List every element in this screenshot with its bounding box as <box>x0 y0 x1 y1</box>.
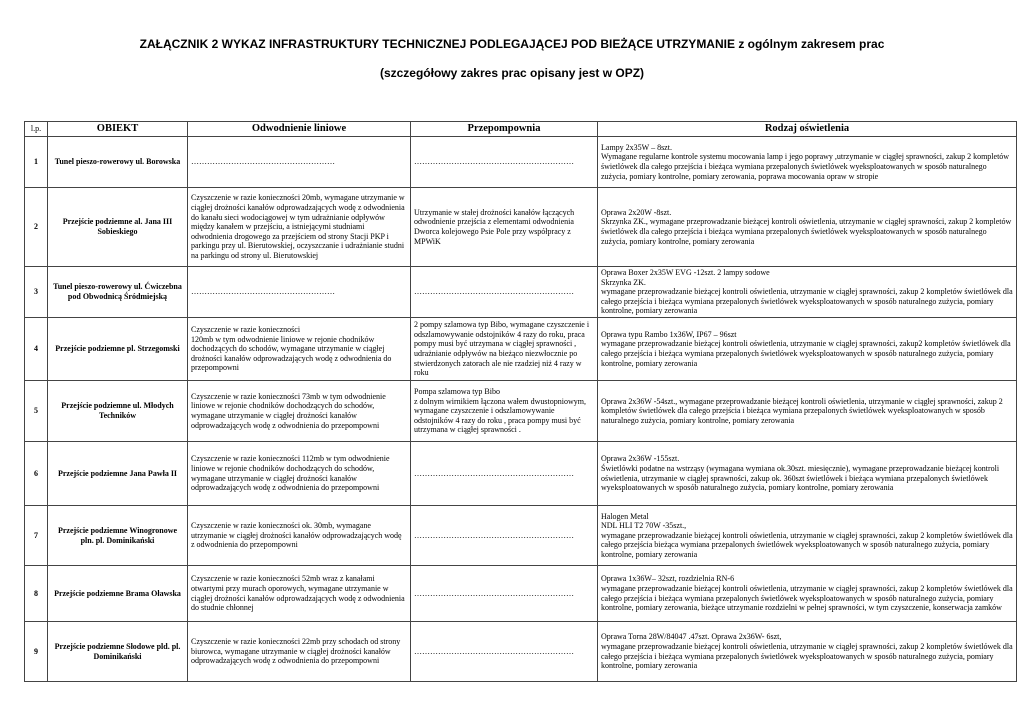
cell-oswietlenie: Oprawa 1x36W– 32szt, rozdzielnia RN-6 wymagane przeprowadzanie bieżącej kontroli oświetlenia, utrzymanie w ciągłej sprawności, zakup 2 kompletów świetlówek dla całego przejścia i bieżąca wymiana przepalonych świetlówek wyeksploatowanych w sposób naturalnego zużycia, pomiary kontrolne, pomiary zerowania, bieżące utrzymanie rozdzielni w pełnej sprawności, w tym czyszczenie, konserwacja zamków <box>598 566 1017 622</box>
cell-przepompownia: Pompa szlamowa typ Bibo z dolnym wirnikiem łączona wałem dwustopniowym, wymagane czyszczenie i odszlamowywanie odstojników 4 razy do roku , praca pompy musi być utrzymana w ciągłej sprawności . <box>411 381 598 442</box>
document-subtitle: (szczegółowy zakres prac opisany jest w OPZ) <box>379 66 645 80</box>
cell-lp: 1 <box>25 137 48 188</box>
cell-przepompownia: …………………………………………………… <box>411 137 598 188</box>
cell-lp: 7 <box>25 506 48 566</box>
header-przepompownia: Przepompownia <box>411 122 598 137</box>
cell-obiekt: Tunel pieszo-rowerowy ul. Borowska <box>48 137 188 188</box>
header-obiekt: OBIEKT <box>48 122 188 137</box>
table-header-row <box>25 122 1017 137</box>
header-odwodnienie: Odwodnienie liniowe <box>188 122 411 137</box>
table-row <box>25 188 1017 267</box>
cell-odwodnienie: ……………………………………………… <box>188 267 411 318</box>
table-row <box>25 442 1017 506</box>
cell-oswietlenie: Oprawa Torna 28W/84047 .47szt. Oprawa 2x36W- 6szt, wymagane przeprowadzanie bieżącej kontroli oświetlenia, utrzymanie w ciągłej sprawności, zakup 2 kompletów świetlówek dla całego przejścia i bieżąca wymiana przepalonych świetlówek wyeksploatowanych w sposób naturalnego zużycia, pomiary kontrolne, pomiary zerowania <box>598 622 1017 682</box>
cell-lp: 9 <box>25 622 48 682</box>
cell-obiekt: Tunel pieszo-rowerowy ul. Ćwiczebna pod Obwodnicą Śródmiejską <box>48 267 188 318</box>
cell-oswietlenie: Lampy 2x35W – 8szt. Wymagane regularne kontrole systemu mocowania lamp i jego poprawy ,utrzymanie w ciągłej sprawności, zakup 2 kompletów świetlówek dla całego przejścia i bieżąca wymiana przepalonych świetlówek wyeksploatowanych w sposób naturalnego zużycia, pomiary kontrolne, pomiary zerowania, poprawa mocowania opraw w stropie <box>598 137 1017 188</box>
cell-obiekt: Przejście podziemne Winogronowe pln. pl. Dominikański <box>48 506 188 566</box>
cell-oswietlenie: Oprawa 2x36W -54szt., wymagane przeprowadzanie bieżącej kontroli oświetlenia, utrzymanie w ciągłej sprawności, zakup 2 kompletów świetlówek dla całego przejścia i bieżąca wymiana przepalonych świetlówek wyeksploatowanych w sposób naturalnego zużycia, pomiary kontrolne, pomiary zerowania <box>598 381 1017 442</box>
table-body <box>25 137 1017 682</box>
cell-przepompownia: …………………………………………………… <box>411 506 598 566</box>
table-row <box>25 506 1017 566</box>
cell-odwodnienie: Czyszczenie w razie konieczności 120mb w tym odwodnienie liniowe w rejonie chodników dochodzących do schodów, wymagane utrzymanie w ciągłej drożności kanałów odprowadzających wodę z odwodnienia do przepompowni <box>188 318 411 381</box>
cell-lp: 2 <box>25 188 48 267</box>
cell-obiekt: Przejście podziemne Słodowe pld. pl. Dominikański <box>48 622 188 682</box>
cell-oswietlenie: Oprawa 2x20W -8szt. Skrzynka ZK., wymagane przeprowadzanie bieżącej kontroli oświetlenia, utrzymanie w ciągłej sprawności, zakup 2 kompletów świetlówek dla całego przejścia i bieżąca wymiana przepalonych świetlówek wyeksploatowanych w sposób naturalnego zużycia, pomiary kontrolne, pomiary zerowania <box>598 188 1017 267</box>
cell-przepompownia: …………………………………………………… <box>411 622 598 682</box>
cell-lp: 5 <box>25 381 48 442</box>
infrastructure-table <box>24 121 1017 682</box>
cell-odwodnienie: Czyszczenie w razie konieczności 20mb, wymagane utrzymanie w ciągłej drożności kanałów odprowadzających wodę z odwodnienia do kanału sieci wodociągowej w tym udrażnianie odpływów między kanałem w przejściu, a istniejącymi studniami odwodnienia drogowego za przejściem od strony Stacji PKP i parkingu przy ul. Bierutowskiej, oczyszczanie i udrażnianie studni na parkingu od strony ul. Bierutowskiej <box>188 188 411 267</box>
header-oswietlenie: Rodzaj oświetlenia <box>598 122 1017 137</box>
cell-odwodnienie: Czyszczenie w razie konieczności ok. 30mb, wymagane utrzymanie w ciągłej drożności kanałów odprowadzających wodę z odwodnienia do przepompowni <box>188 506 411 566</box>
table-row <box>25 318 1017 381</box>
document-title: ZAŁĄCZNIK 2 WYKAZ INFRASTRUKTURY TECHNICZNEJ PODLEGAJĄCEJ POD BIEŻĄCE UTRZYMANIE z ogólnym zakresem prac <box>139 37 885 51</box>
cell-obiekt: Przejście podziemne Brama Oławska <box>48 566 188 622</box>
table-row <box>25 137 1017 188</box>
cell-lp: 6 <box>25 442 48 506</box>
header-lp: l.p. <box>25 122 48 137</box>
cell-odwodnienie: Czyszczenie w razie konieczności 22mb przy schodach od strony biurowca, wymagane utrzymanie w ciągłej drożności kanałów odprowadzających wodę z odwodnienia do przepompowni <box>188 622 411 682</box>
table-row <box>25 267 1017 318</box>
cell-odwodnienie: ……………………………………………… <box>188 137 411 188</box>
cell-przepompownia: 2 pompy szlamowa typ Bibo, wymagane czyszczenie i odszlamowywanie odstojników 4 razy do roku, praca pompy musi być utrzymana w ciągłej sprawności , udrażnianie odpływów na bieżąco niezwłocznie po stwierdzonych zatorach ale nie rzadziej niż 4 razy w roku <box>411 318 598 381</box>
table-row <box>25 566 1017 622</box>
table-row <box>25 381 1017 442</box>
cell-odwodnienie: Czyszczenie w razie konieczności 52mb wraz z kanałami otwartymi przy murach oporowych, wymagane utrzymanie w ciągłej drożności kanałów odprowadzających wodę z odwodnienia do studnie chłonnej <box>188 566 411 622</box>
cell-przepompownia: Utrzymanie w stałej drożności kanałów łączących odwodnienie przejścia z elementami odwodnienia Dworca kolejowego Psie Pole przy współpracy z MPWiK <box>411 188 598 267</box>
table-row <box>25 622 1017 682</box>
cell-obiekt: Przejście podziemne Jana Pawła II <box>48 442 188 506</box>
cell-oswietlenie: Oprawa typu Rambo 1x36W, IP67 – 96szt wymagane przeprowadzanie bieżącej kontroli oświetlenia, utrzymanie w ciągłej sprawności, zakup2 kompletów świetlówek dla całego przejścia i bieżąca wymiana przepalonych świetlówek wyeksploatowanych w sposób naturalnego zużycia, pomiary kontrolne, pomiary zerowania <box>598 318 1017 381</box>
cell-przepompownia: …………………………………………………… <box>411 267 598 318</box>
cell-oswietlenie: Oprawa Boxer 2x35W EVG -12szt. 2 lampy sodowe Skrzynka ZK. wymagane przeprowadzanie bieżącej kontroli oświetlenia, utrzymanie w ciągłej sprawności, zakup 2 kompletów świetlówek dla całego przejścia i bieżąca wymiana przepalonych świetlówek wyeksploatowanych w sposób naturalnego zużycia, pomiary kontrolne, pomiary zerowania <box>598 267 1017 318</box>
cell-obiekt: Przejście podziemne al. Jana III Sobieskiego <box>48 188 188 267</box>
cell-oswietlenie: Halogen Metal NDL HLI T2 70W -35szt., wymagane przeprowadzanie bieżącej kontroli oświetlenia, utrzymanie w ciągłej sprawności, zakup 2 kompletów świetlówek dla całego przejścia bieżąca wymiana przepalonych świetlówek wyeksploatowanych w sposób naturalnego zużycia, pomiary kontrolne, pomiary zerowania <box>598 506 1017 566</box>
cell-lp: 4 <box>25 318 48 381</box>
cell-przepompownia: …………………………………………………… <box>411 442 598 506</box>
cell-przepompownia: …………………………………………………… <box>411 566 598 622</box>
cell-lp: 8 <box>25 566 48 622</box>
cell-oswietlenie: Oprawa 2x36W -155szt. Świetlówki podatne na wstrząsy (wymagana wymiana ok.30szt. miesięcznie), wymagane przeprowadzanie bieżącej kontroli oświetlenia, utrzymanie w ciągłej sprawności, zakup ok. 360szt świetlówek i bieżąca wymiana przepalonych świetlówek wyeksploatowanych w sposób naturalnego zużycia, pomiary kontrolne, pomiary zerowania <box>598 442 1017 506</box>
cell-lp: 3 <box>25 267 48 318</box>
cell-obiekt: Przejście podziemne pl. Strzegomski <box>48 318 188 381</box>
cell-odwodnienie: Czyszczenie w razie konieczności 112mb w tym odwodnienie liniowe w rejonie chodników dochodzących do schodów, wymagane utrzymanie w ciągłej drożności kanałów odprowadzających wodę z odwodnienia do przepompowni <box>188 442 411 506</box>
cell-obiekt: Przejście podziemne ul. Młodych Techników <box>48 381 188 442</box>
cell-odwodnienie: Czyszczenie w razie konieczności 73mb w tym odwodnienie liniowe w rejonie chodników dochodzących do schodów, wymagane utrzymanie w ciągłej drożności kanałów odprowadzających wodę z odwodnienia do przepompowni <box>188 381 411 442</box>
